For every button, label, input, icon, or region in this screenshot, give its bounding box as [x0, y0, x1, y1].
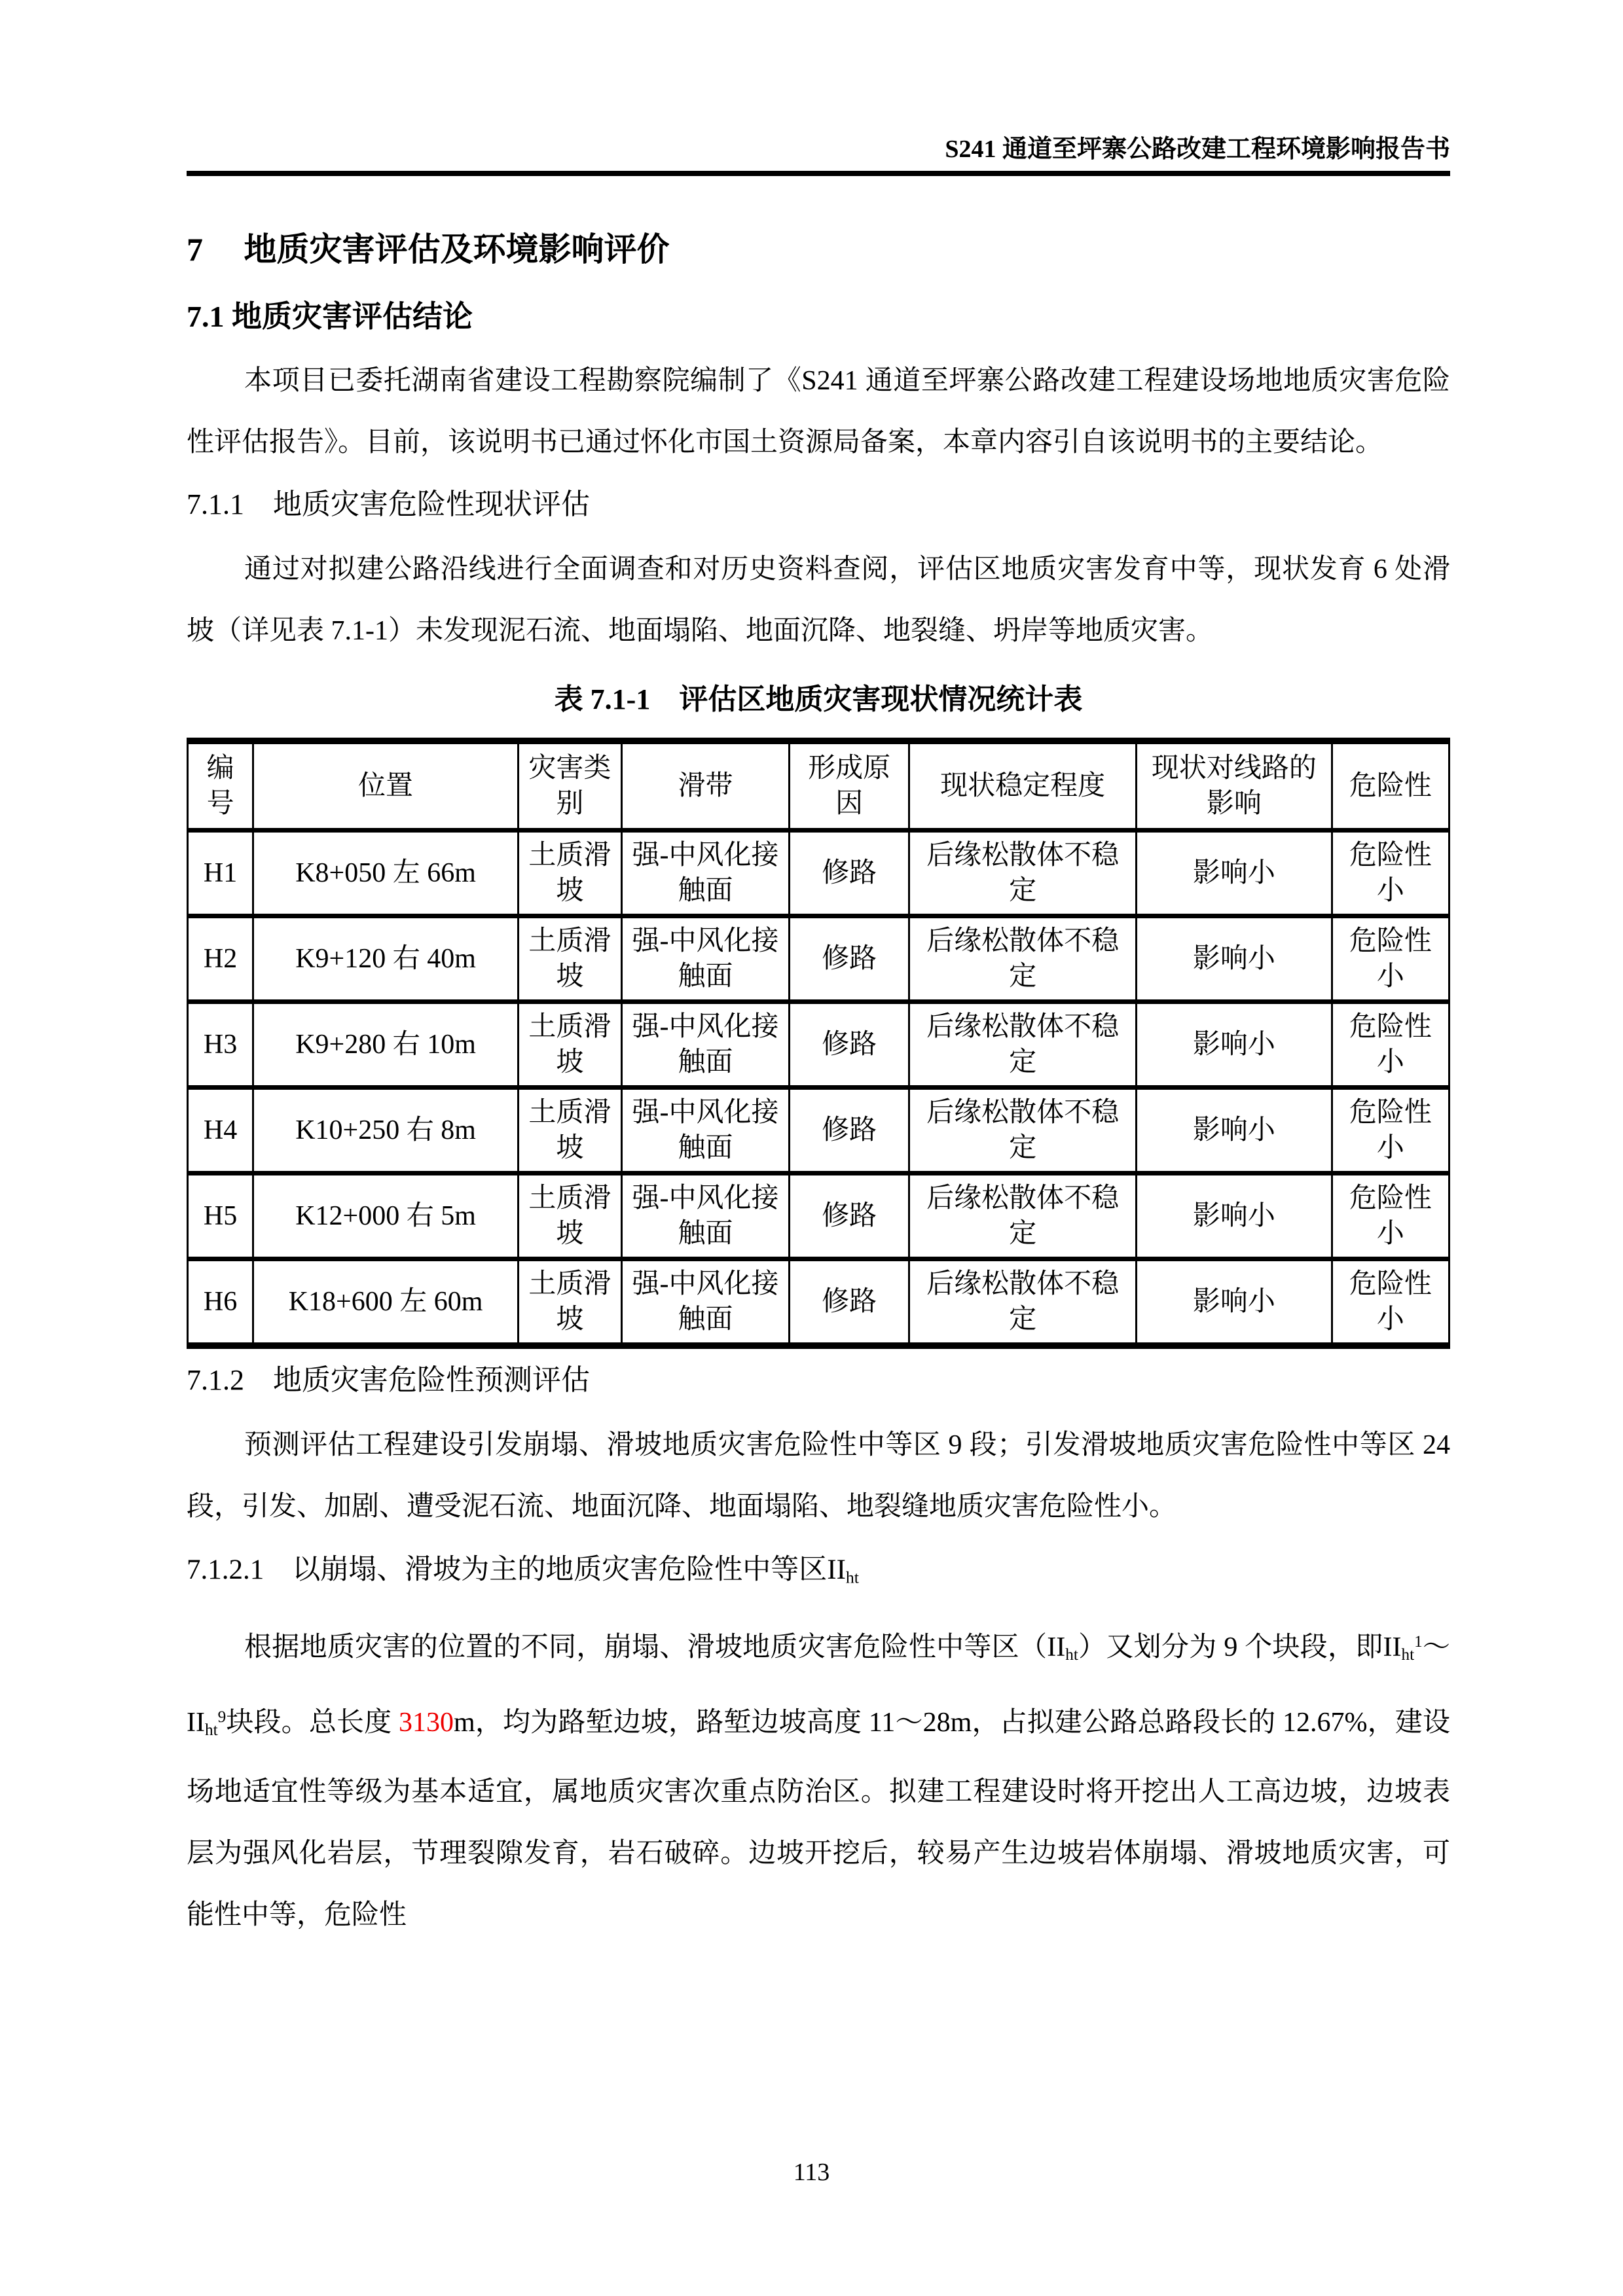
text-segment: 根据地质灾害的位置的不同，崩塌、滑坡地质灾害危险性中等区（II [244, 1632, 1066, 1663]
table-cell: 影响小 [1137, 1174, 1332, 1259]
text-segment: ht [1065, 1646, 1078, 1664]
table-cell: 修路 [790, 916, 909, 1002]
table-cell: 后缘松散体不稳定 [909, 1088, 1137, 1174]
table-cell: K12+000 右 5m [253, 1174, 519, 1259]
text-segment: ht [845, 1568, 859, 1587]
table-row [188, 831, 1450, 916]
table-row [188, 916, 1450, 1002]
table-cell: 危险性小 [1332, 1088, 1449, 1174]
paragraph-zone-detail [187, 1611, 1450, 1945]
table-cell: 危险性小 [1332, 1259, 1449, 1346]
section-heading-7-1-2: 7.1.2 地质灾害危险性预测评估 [187, 1364, 590, 1396]
table-cell: H6 [188, 1259, 253, 1346]
table-row [188, 1174, 1450, 1259]
table-cell: 影响小 [1137, 916, 1332, 1002]
table-cell: 修路 [790, 831, 909, 916]
table-cell: 危险性小 [1332, 1174, 1449, 1259]
table-cell: 后缘松散体不稳定 [909, 916, 1137, 1002]
table-cell: 修路 [790, 1088, 909, 1174]
text-segment: ht [1401, 1646, 1415, 1664]
table-body [188, 831, 1450, 1346]
table-cell: 危险性小 [1332, 831, 1449, 916]
running-header-title: S241 通道至坪寨公路改建工程环境影响报告书 [945, 135, 1450, 163]
table-cell: K18+600 左 60m [253, 1259, 519, 1346]
table-cell: 强-中风化接触面 [621, 831, 789, 916]
table-cell: 危险性小 [1332, 1002, 1449, 1088]
table-cell: H1 [188, 831, 253, 916]
column-header: 危险性 [1332, 741, 1449, 831]
section-heading-7-1: 7.1 地质灾害评估结论 [187, 300, 473, 333]
text-segment: 1 [1414, 1633, 1423, 1651]
column-header: 形成原因 [790, 741, 909, 831]
table-row [188, 1002, 1450, 1088]
table-cell: 影响小 [1137, 831, 1332, 916]
table-cell: 土质滑坡 [518, 1174, 621, 1259]
table-cell: 土质滑坡 [518, 1259, 621, 1346]
table-cell: 修路 [790, 1002, 909, 1088]
table-cell: 影响小 [1137, 1002, 1332, 1088]
column-header: 编号 [188, 741, 253, 831]
column-header: 灾害类别 [518, 741, 621, 831]
table-cell: 影响小 [1137, 1259, 1332, 1346]
table-cell: H2 [188, 916, 253, 1002]
paragraph-intro: 本项目已委托湖南省建设工程勘察院编制了《S241 通道至坪寨公路改建工程建设场地地质灾害危险性评估报告》。目前，该说明书已通过怀化市国土资源局备案，本章内容引自该说明书的主要结论。 [187, 366, 1450, 457]
table-cell: 影响小 [1137, 1088, 1332, 1174]
table-cell: 后缘松散体不稳定 [909, 831, 1137, 916]
text-segment: 块段。总长度 [226, 1707, 399, 1738]
table-cell: 强-中风化接触面 [621, 1259, 789, 1346]
table-cell: 土质滑坡 [518, 1088, 621, 1174]
paragraph-current-status: 通过对拟建公路沿线进行全面调查和对历史资料查阅，评估区地质灾害发育中等，现状发育 6 处滑坡（详见表 7.1-1）未发现泥石流、地面塌陷、地面沉降、地裂缝、坍岸等地质灾害。 [187, 554, 1450, 646]
table-cell: 修路 [790, 1174, 909, 1259]
section-heading-7-1-2-1 [187, 1551, 1450, 1597]
paragraph-prediction: 预测评估工程建设引发崩塌、滑坡地质灾害危险性中等区 9 段；引发滑坡地质灾害危险性中等区 24 段，引发、加剧、遭受泥石流、地面沉降、地面塌陷、地裂缝地质灾害危险性小。 [187, 1430, 1450, 1522]
table-cell: 土质滑坡 [518, 916, 621, 1002]
table-cell: 危险性小 [1332, 916, 1449, 1002]
table-cell: 强-中风化接触面 [621, 916, 789, 1002]
table-cell: 后缘松散体不稳定 [909, 1174, 1137, 1259]
table-cell: H3 [188, 1002, 253, 1088]
table-cell: K8+050 左 66m [253, 831, 519, 916]
text-segment: 7.1.2.1 以崩塌、滑坡为主的地质灾害危险性中等区II [187, 1554, 846, 1585]
column-header: 滑带 [621, 741, 789, 831]
table-cell: 土质滑坡 [518, 1002, 621, 1088]
table-row [188, 1088, 1450, 1174]
table-cell: K9+120 右 40m [253, 916, 519, 1002]
table-title: 表 7.1-1 评估区地质灾害现状情况统计表 [554, 683, 1083, 715]
table-cell: H4 [188, 1088, 253, 1174]
table-cell: 修路 [790, 1259, 909, 1346]
chapter-heading: 7 地质灾害评估及环境影响评价 [187, 231, 670, 268]
table-cell: 强-中风化接触面 [621, 1002, 789, 1088]
table-row [188, 1259, 1450, 1346]
table-cell: K9+280 右 10m [253, 1002, 519, 1088]
table-cell: H5 [188, 1174, 253, 1259]
table-cell: 强-中风化接触面 [621, 1174, 789, 1259]
text-segment: ～II [187, 1632, 1450, 1738]
table-cell: 土质滑坡 [518, 831, 621, 916]
table-cell: 强-中风化接触面 [621, 1088, 789, 1174]
table-head [188, 741, 1450, 831]
column-header: 位置 [253, 741, 519, 831]
hazard-status-table [187, 738, 1450, 1349]
table-cell: 后缘松散体不稳定 [909, 1259, 1137, 1346]
table-header-row [188, 741, 1450, 831]
column-header: 现状对线路的影响 [1137, 741, 1332, 831]
highlighted-number: 3130 [399, 1707, 454, 1738]
table-cell: 后缘松散体不稳定 [909, 1002, 1137, 1088]
text-segment: ）又划分为 9 个块段，即II [1078, 1632, 1402, 1663]
page-number: 113 [793, 2159, 830, 2186]
text-segment: ht [204, 1721, 218, 1739]
column-header: 现状稳定程度 [909, 741, 1137, 831]
text-segment: 9 [217, 1708, 227, 1726]
running-header [187, 134, 1450, 176]
table-cell: K10+250 右 8m [253, 1088, 519, 1174]
text-segment: m，均为路堑边坡，路堑边坡高度 11～28m，占拟建公路总路段长的 12.67%，建设场地适宜性等级为基本适宜，属地质灾害次重点防治区。拟建工程建设时将开挖出人工高边坡，边坡表层为强风化岩层，节理裂隙发育，岩石破碎。边坡开挖后，较易产生边坡岩体崩塌、滑坡地质灾害，可能性中等，危险性 [187, 1707, 1450, 1930]
section-heading-7-1-1: 7.1.1 地质灾害危险性现状评估 [187, 488, 590, 520]
